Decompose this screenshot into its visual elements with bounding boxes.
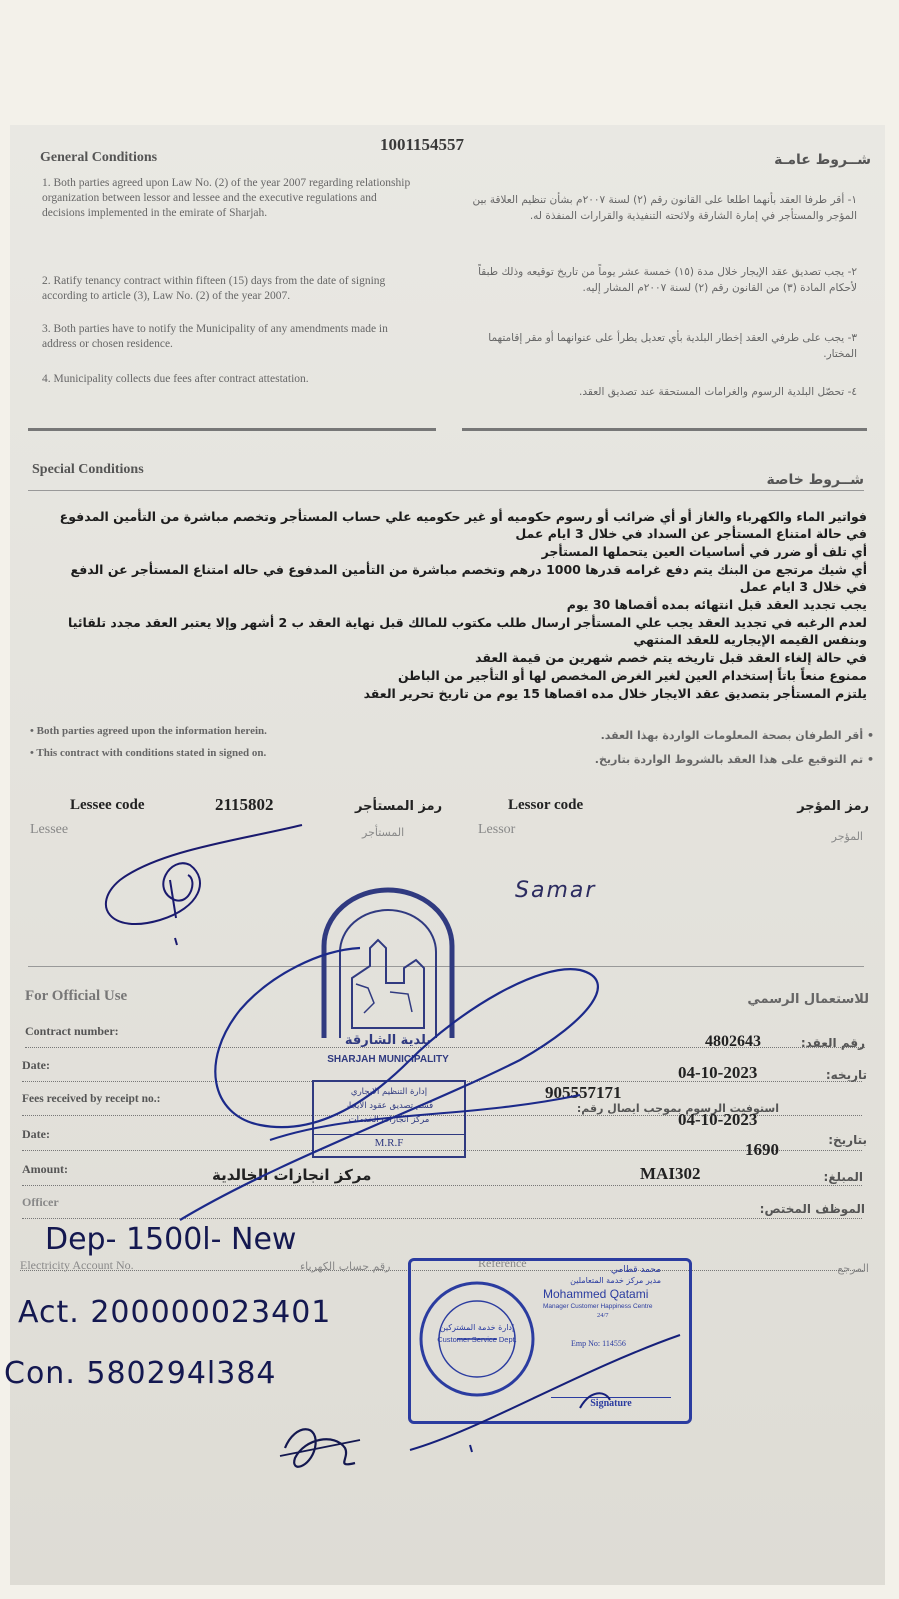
electricity-label: Electricity Account No. [20,1258,134,1272]
date-label: Date: [22,1058,50,1072]
mrf-dept-3: مركز انجازات الخدمات [348,1115,430,1125]
general-ar-underline [462,428,867,431]
general-en-item-3: 3. Both parties have to notify the Municipality of any amendments made in address or chosen residence. [42,323,388,350]
officer-code: MAI302 [640,1164,701,1183]
footer-ar-1: • أقر الطرفان بصحة المعلومات الواردة بهذا العقد. [600,729,874,742]
lessor-code-label-ar: رمز المؤجر [797,799,869,814]
general-en-item-4: 4. Municipality collects due fees after contract attestation. [42,373,309,385]
sewa-signature-label: Signature [551,1397,671,1409]
official-use-title-ar: للاستعمال الرسمي [747,992,869,1007]
lessee-label: Lessee [30,822,69,837]
general-ar-item-4: ٤- تحصّل البلدية الرسوم والغرامات المستحقة عند تصديق العقد. [579,386,857,398]
center-name: مركز انجازات الخالدية [212,1166,372,1184]
mrf-label: M.R.F [314,1134,464,1149]
contract-number-label-ar: رقم العقد: [800,1036,865,1050]
general-ar-box [462,172,867,424]
general-en-item-2: 2. Ratify tenancy contract within fifteen (15) days from the date of signing according to article (3), Law No. (2) of the year 2007. [42,275,386,302]
footer-en-1: • Both parties agreed upon the information herein. [30,725,267,737]
officer-label-ar: الموظف المختص: [759,1202,865,1216]
receipt-number: 905557171 [545,1083,622,1102]
lessor-signature: Samar [515,878,597,903]
contract-number-value: 4802643 [705,1033,761,1050]
sewa-hours: 24/7 [597,1312,609,1319]
sewa-name-ar: محمد قطامي [610,1265,661,1275]
sewa-signature [380,1280,710,1460]
general-conditions-title-ar: شــروط عامـة [774,152,871,168]
date2-label: Date: [22,1127,50,1141]
sewa-title-ar: مدير مركز خدمة المتعاملين [570,1276,661,1285]
fees-label-ar: استوفيت الرسوم بموجب ايصال رقم: [576,1102,779,1115]
special-item-1: فواتير الماء والكهرباء والغاز أو أي ضرائب أو رسوم حكوميه أو غير حكوميه علي حساب المستأجر وتخصم مباشرة من التأمين المدفوع في حالة امتناع المستأجر عن السداد في خلال 3 ايام عمل [59,509,867,541]
special-list [52,508,867,702]
footer-en-2: • This contract with conditions stated in signed on. [30,747,267,759]
special-conditions-title: Special Conditions [32,462,144,477]
general-en-underline [28,428,436,431]
general-conditions-title: General Conditions [40,150,158,165]
reference-label-ar: المرجع [837,1262,869,1275]
date2-label-ar: بتاريخ: [828,1133,867,1147]
general-ar-item-2: ٢- يجب تصديق عقد الإيجار خلال مدة (١٥) خمسة عشر يوماً من تاريخ توقيعه وذلك طبقاً لأحكام المادة (٣) من القانون رقم (٢) لسنة ٢٠٠٧م المشار إليه. [478,266,857,294]
fees-label: Fees received by receipt no.: [22,1093,161,1105]
general-en-box [28,172,436,424]
special-item-6: في حالة إلغاء العقد قبل تاريخه يتم خصم شهرين من قيمة العقد [475,650,867,665]
date-value: 04-10-2023 [678,1063,758,1082]
general-ar-item-3: ٣- يجب على طرفي العقد إخطار البلدية بأي تعديل يطرأ على عنوانهما أو مقر إقامتهما المختار. [488,332,857,360]
lessee-label-ar: المستأجر [362,826,405,839]
sewa-emp-no: Emp No: 114556 [571,1339,626,1348]
special-item-2: أي تلف أو ضرر في أساسيات العين يتحملها المستأجر [541,544,867,559]
lessee-code-label: Lessee code [70,797,145,813]
general-ar-item-1: ١- أقر طرفا العقد بأنهما اطلعا على القانون رقم (٢) لسنة ٢٠٠٧م بشأن تنظيم العلاقة بين المؤجر والمستأجر في إمارة الشارقة ولائحته التنفيذية والقرارات المنفذة له. [472,194,857,222]
officer-signature [160,910,620,1240]
page-bottom-margin [10,1585,885,1599]
official-use-title: For Official Use [25,988,128,1004]
contract-number-label: Contract number: [25,1024,119,1038]
sewa-name-en: Mohammed Qatami [543,1287,649,1301]
lessee-code-label-ar: رمز المستأجر [355,799,443,814]
general-en-item-1: 1. Both parties agreed upon Law No. (2) of the year 2007 regarding relationship organization between lessor and lessee and the executive regulations and decisions implemented in the emirate of Sharjah. [42,177,411,219]
contract-number-top: 1001154557 [380,135,465,154]
initials-signature [275,1418,365,1478]
mrf-dept-2: قسم تصديق عقود الايجار [344,1101,434,1111]
municipality-name-ar: بلدية الشارقة [344,1033,432,1048]
electricity-label-ar: رقم حساب الكهرباء [300,1260,391,1273]
sewa-title-en: Manager Customer Happiness Centre [543,1303,653,1310]
reference-label: Reference [478,1256,527,1270]
amount-label-ar: المبلغ: [823,1170,863,1184]
special-item-3: أي شيك مرتجع من البنك يتم دفع غرامه قدرها 1000 درهم وتخصم مباشرة من التأمين المدفوع في حاله امتناع المستأجر عن الدفع في خلال 3 ايام عمل [70,562,867,594]
handwritten-contract: Con. 580294l384 [4,1356,277,1391]
officer-label: Officer [22,1195,59,1209]
amount-label: Amount: [22,1162,69,1176]
footer-ar-2: • تم التوقيع على هذا العقد بالشروط الواردة بتاريخ. [594,753,874,766]
lessor-label: Lessor [478,822,516,837]
sewa-dept-en: Customer Service Dept. [437,1335,517,1344]
lessee-code-value: 2115802 [215,795,274,814]
lessor-code-label: Lessor code [508,797,584,813]
amount-value: 1690 [745,1140,779,1159]
special-top-rule [28,490,864,491]
special-conditions-title-ar: شــروط خاصة [766,472,864,488]
special-item-5: لعدم الرغبه في تجديد العقد يجب علي المستأجر ارسال طلب مكتوب للمالك قبل نهاية العقد ب 2 أشهر وإلا يعتبر العقد مجدد تلقائيا وبنفس القيمه الإيجاريه للعقد المنتهي [68,615,867,647]
special-item-4: يجب تجديد العقد قبل انتهائه بمده أقصاها 30 يوم [566,597,867,612]
handwritten-deposit: Dep- 1500l- New [45,1222,297,1257]
municipality-name-en: SHARJAH MUNICIPALITY [327,1054,449,1065]
sewa-dept-ar: إدارة خدمة المشتركين [439,1323,515,1332]
lessor-label-ar: المؤجر [831,830,863,843]
special-item-8: يلتزم المستأجر بتصديق عقد الايجار خلال مده اقصاها 15 يوم من تاريخ تحرير العقد [363,686,867,701]
handwritten-account: Act. 200000023401 [18,1295,332,1330]
date2-value: 04-10-2023 [678,1110,758,1129]
mrf-dept-1: إدارة التنظيم الايجاري [350,1087,428,1097]
special-item-7: ممنوع منعاً باتاً إستخدام العين لغير الغرض المخصص لها أو التأجير من الباطن [397,668,867,683]
date-label-ar: تاريخه: [825,1068,867,1082]
